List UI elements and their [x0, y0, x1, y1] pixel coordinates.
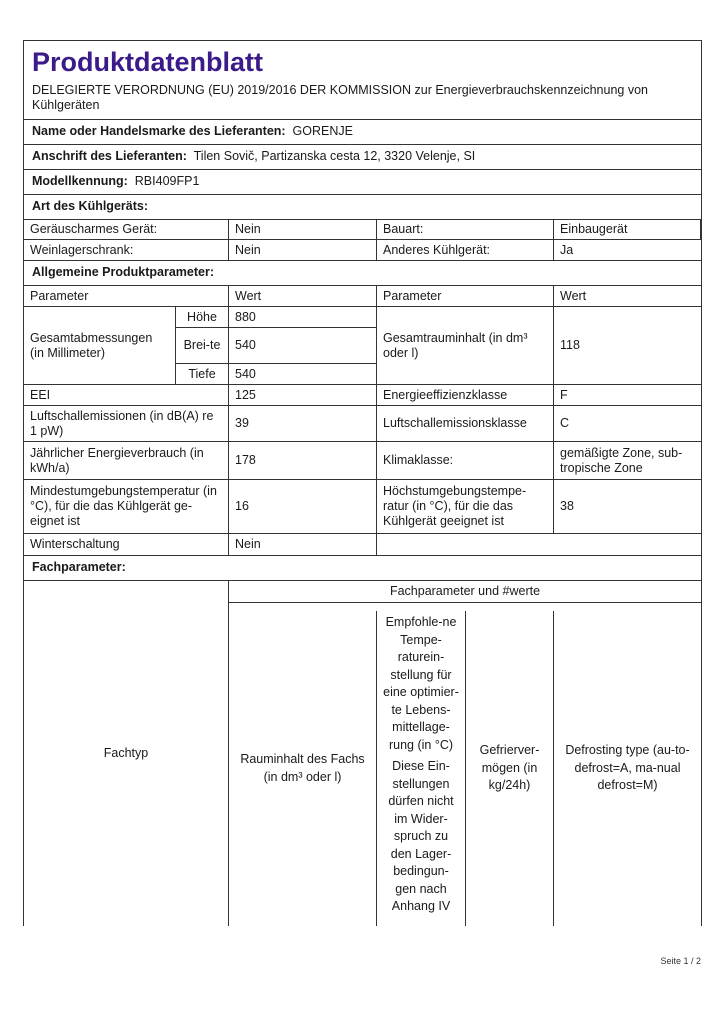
dim-label: Tiefe [176, 364, 229, 385]
table-cell: Geräuscharmes Gerät: [24, 220, 229, 240]
dim-label: Brei-te [176, 328, 229, 364]
group-header: Fachparameter und #werte [229, 581, 701, 603]
col-temp [377, 611, 466, 926]
table-cell: Mindestumgebungstemperatur (in °C), für die das Kühlgerät ge-eignet ist [24, 480, 229, 534]
supplier-name-row [24, 120, 701, 145]
product-data-sheet [23, 40, 702, 926]
table-cell: Energieeffizienzklasse [377, 385, 554, 406]
table-cell: 39 [229, 406, 377, 442]
table-cell: Winterschaltung [24, 534, 229, 555]
compartment-params-table [24, 581, 701, 926]
compartment-params-section: Fachparameter: [24, 556, 701, 581]
table-cell: gemäßigte Zone, sub-tropische Zone [554, 442, 701, 480]
col-temp-note: Diese Ein-stellungen dürfen nicht im Wider-spruch zu den Lager-bedingun-gen nach Anhang IV [388, 759, 454, 914]
volume-value: 118 [554, 307, 701, 385]
table-cell: 125 [229, 385, 377, 406]
dim-value: 540 [229, 328, 377, 364]
table-cell: C [554, 406, 701, 442]
model-label: Modellkennung: [32, 174, 128, 188]
table-cell: Bauart: [377, 220, 554, 240]
table-cell-empty [377, 534, 701, 555]
table-cell: 16 [229, 480, 377, 534]
appliance-type-table [24, 220, 701, 261]
table-cell: Anderes Kühlgerät: [377, 240, 554, 260]
supplier-name-value: GORENJE [292, 124, 353, 138]
supplier-name-label: Name oder Handelsmarke des Lieferanten: [32, 124, 286, 138]
col-freeze: Gefrierver-mögen (in kg/24h) [466, 611, 554, 926]
table-cell: 178 [229, 442, 377, 480]
table-cell: Nein [229, 534, 377, 555]
model-value: RBI409FP1 [134, 174, 200, 188]
general-params-table [24, 286, 701, 556]
table-cell: Weinlagerschrank: [24, 240, 229, 260]
table-cell: Ja [560, 242, 574, 257]
col-type: Fachtyp [24, 581, 229, 926]
appliance-type-section: Art des Kühlgeräts: [24, 195, 701, 220]
table-cell: Luftschallemissionen (in dB(A) re 1 pW) [24, 406, 229, 442]
volume-label: Gesamtrauminhalt (in dm³ oder l) [377, 307, 554, 385]
general-params-section: Allgemeine Produktparameter: [24, 261, 701, 286]
table-cell: Höchstumgebungstempe-ratur (in °C), für die das Kühlgerät geeignet ist [377, 480, 554, 534]
model-row [24, 170, 701, 195]
title-section [24, 41, 701, 120]
table-cell: Klimaklasse: [377, 442, 554, 480]
table-header: Parameter [377, 286, 554, 307]
table-cell: F [554, 385, 701, 406]
table-cell: Jährlicher Energieverbrauch (in kWh/a) [24, 442, 229, 480]
dim-value: 880 [229, 307, 377, 328]
supplier-address-row [24, 145, 701, 170]
table-cell: EEI [24, 385, 229, 406]
supplier-address-label: Anschrift des Lieferanten: [32, 149, 187, 163]
table-header: Parameter [24, 286, 229, 307]
col-temp-text: Empfohle-ne Tempe-raturein-stellung für eine optimier-te Lebens-mittellage-rung (in °C) [383, 615, 459, 752]
dim-value: 540 [229, 364, 377, 385]
col-defrost: Defrosting type (au-to-defrost=A, ma-nual defrost=M) [565, 743, 690, 793]
table-header: Wert [229, 286, 377, 307]
table-cell: Nein [229, 240, 377, 260]
table-cell: Einbaugerät [554, 220, 701, 240]
dimensions-label: Gesamtabmessungen (in Millimeter) [24, 307, 176, 385]
table-header: Wert [554, 286, 701, 307]
dim-label: Höhe [176, 307, 229, 328]
page-title: Produktdatenblatt [32, 47, 264, 77]
page-number: Seite 1 / 2 [660, 956, 701, 966]
table-cell: Luftschallemissionsklasse [377, 406, 554, 442]
table-cell: Nein [229, 220, 377, 240]
col-volume: Rauminhalt des Fachs (in dm³ oder l) [229, 611, 377, 926]
supplier-address-value: Tilen Sovič, Partizanska cesta 12, 3320 Velenje, SI [193, 149, 476, 163]
regulation-subtitle: DELEGIERTE VERORDNUNG (EU) 2019/2016 DER KOMMISSION zur Energieverbrauchskennzeichnung von Kühlgeräten [32, 83, 648, 112]
table-cell: 38 [554, 480, 701, 534]
